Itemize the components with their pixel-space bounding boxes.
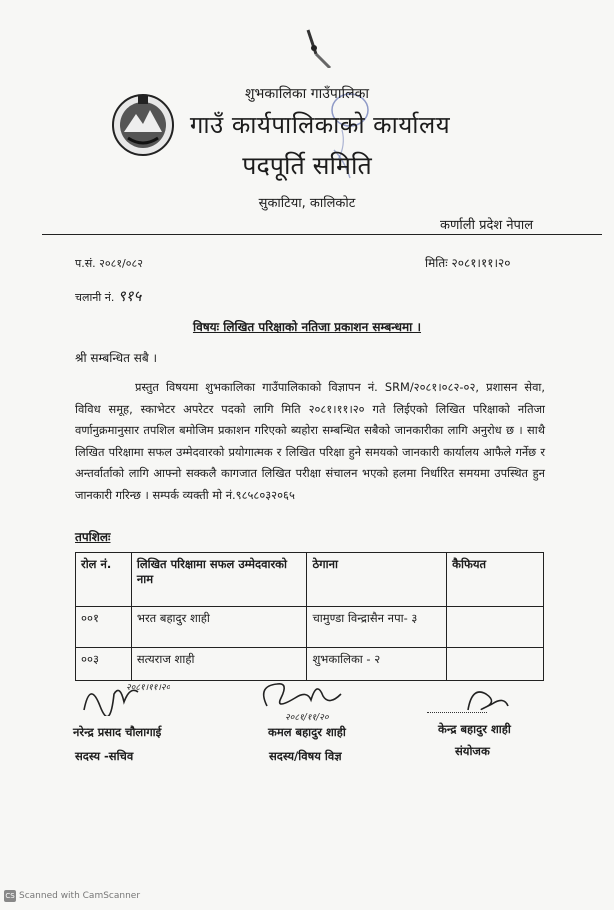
committee-name: पदपूर्ति समिति [242,151,372,180]
reference-number: प.सं. २०८१/०८२ [75,257,143,270]
cell-roll-no: ००१ [76,607,132,648]
letter-body: प्रस्तुत विषयमा शुभकालिका गाउँपालिकाको विज्ञापन नं. SRM/२०८१।०८२-०२, प्रशासन सेवा, विविध समूह, स्काभेटर अपरेटर पदको लागि मिति २०८१।११।२० गते लिईएको लिखित परिक्षाको नतिजा वर्णानुक्रमानुसार तपशिल बमोजिम प्रकाशन गरिएको ब्यहोरा सम्बन्धित सबैको जानकारीका लागि अनुरोध छ । साथै लिखित परिक्षामा सफल उम्मेदवारको प्रयोगात्मक र लिखित परिक्षा हुने समयको जानकारी कार्यालय आफैले गर्नेछ र अन्तर्वार्ताको लागि आफ्नो सक्कलै कागजात लिखित परीक्षा संचालन भएको हलमा निर्धारित समयमा उपस्थित हुन जानकारी गरिन्छ । सम्पर्क व्यक्ती मो नं.९८५८०३२०६५ [75,380,545,502]
svg-text:२०८१।११।२०: २०८१।११।२० [126,683,170,693]
cell-address: शुभकालिका - २ [307,648,447,681]
signature-line [427,712,487,713]
municipality-name: शुभकालिका गाउँपालिका [245,86,369,102]
table-header-row [76,553,544,607]
header-candidate-name: लिखित परिक्षामा सफल उम्मेदवारको नाम [131,553,307,607]
letter-date: मितिः २०८१।११।२० [425,256,511,270]
cell-candidate-name: सत्यराज शाही [131,648,307,681]
signatory-name-3: केन्द्र बहादुर शाही [438,722,511,736]
details-label: तपशिलः [75,530,111,544]
cell-candidate-name: भरत बहादुर शाही [131,607,307,648]
cell-remarks [447,648,544,681]
dispatch-number [75,286,141,306]
cell-roll-no: ००३ [76,648,132,681]
svg-text:२०८१/११/२०: २०८१/११/२० [285,713,329,722]
cell-remarks [447,607,544,648]
signatory-name-2: कमल बहादुर शाही [268,725,346,739]
province-name: कर्णाली प्रदेश नेपाल [440,218,534,233]
letter-subject-text: विषयः लिखित परिक्षाको नतिजा प्रकाशन सम्बन्धमा । [192,320,422,334]
signature-member-secretary [80,676,170,716]
camscanner-logo-icon: CS [5,892,15,900]
signatory-role-2: सदस्य/विषय विज्ञ [269,749,342,763]
signatory-name-1: नरेन्द्र प्रसाद चौलागाई [73,725,162,739]
header-divider [42,234,602,235]
scanner-watermark [4,890,140,902]
signatory-role-1: सदस्य -सचिव [75,749,134,763]
office-name: गाउँ कार्यपालिकाको कार्यालय [189,111,451,139]
signatory-role-3: संयोजक [455,744,490,758]
header-roll-no: रोल नं. [76,553,132,607]
signature-subject-expert [255,676,350,722]
header-remarks: कैफियत [447,553,544,607]
dispatch-number-handwritten: ९१५ [117,287,142,305]
scanner-watermark-text: Scanned with CamScanner [19,891,141,901]
dispatch-label: चलानी नं. [75,291,115,304]
header-address: ठेगाना [307,553,447,607]
letter-subject [0,318,614,335]
result-table [75,552,544,681]
cell-address: चामुण्डा विन्द्रासैन नपा- ३ [307,607,447,648]
binder-pin-icon [296,28,336,68]
salutation: श्री सम्बन्धित सबै । [75,351,158,365]
office-address: सुकाटिया, कालिकोट [258,196,356,211]
table-row [76,607,544,648]
